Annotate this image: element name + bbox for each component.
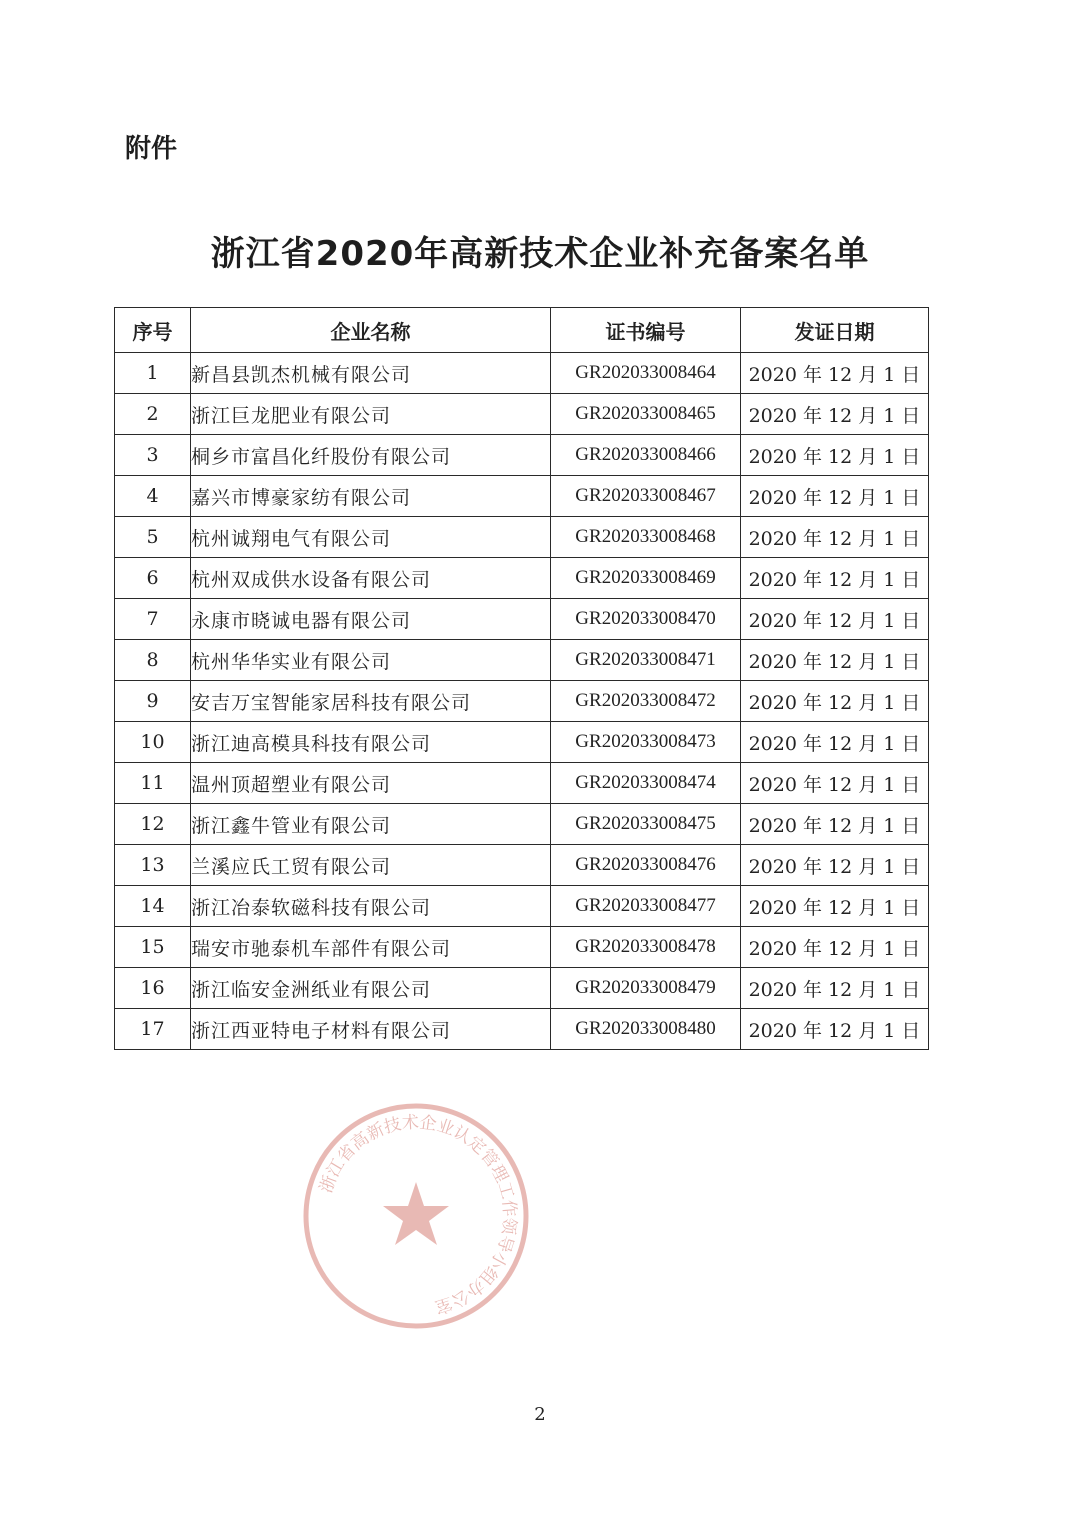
table-row bbox=[115, 681, 929, 722]
row-cert-number: GR202033008480 bbox=[551, 1009, 741, 1050]
row-issue-date: 2020 年 12 月 1 日 bbox=[741, 435, 929, 476]
row-seq: 14 bbox=[115, 886, 191, 927]
row-cert-number: GR202033008464 bbox=[551, 353, 741, 394]
row-company-name: 兰溪应氏工贸有限公司 bbox=[191, 845, 551, 886]
table-row bbox=[115, 558, 929, 599]
row-seq: 16 bbox=[115, 968, 191, 1009]
table-row bbox=[115, 927, 929, 968]
table-row bbox=[115, 804, 929, 845]
table-row bbox=[115, 353, 929, 394]
row-issue-date: 2020 年 12 月 1 日 bbox=[741, 476, 929, 517]
table-row bbox=[115, 968, 929, 1009]
table-row bbox=[115, 845, 929, 886]
row-seq: 13 bbox=[115, 845, 191, 886]
row-cert-number: GR202033008477 bbox=[551, 886, 741, 927]
header-company-name: 企业名称 bbox=[191, 308, 551, 353]
row-seq: 10 bbox=[115, 722, 191, 763]
official-seal-icon bbox=[300, 1100, 532, 1332]
table-row bbox=[115, 517, 929, 558]
row-company-name: 杭州华华实业有限公司 bbox=[191, 640, 551, 681]
row-issue-date: 2020 年 12 月 1 日 bbox=[741, 845, 929, 886]
row-issue-date: 2020 年 12 月 1 日 bbox=[741, 763, 929, 804]
header-cert-number: 证书编号 bbox=[551, 308, 741, 353]
row-issue-date: 2020 年 12 月 1 日 bbox=[741, 517, 929, 558]
row-issue-date: 2020 年 12 月 1 日 bbox=[741, 886, 929, 927]
row-issue-date: 2020 年 12 月 1 日 bbox=[741, 722, 929, 763]
row-issue-date: 2020 年 12 月 1 日 bbox=[741, 927, 929, 968]
row-seq: 5 bbox=[115, 517, 191, 558]
table-row bbox=[115, 640, 929, 681]
row-issue-date: 2020 年 12 月 1 日 bbox=[741, 804, 929, 845]
row-company-name: 浙江巨龙肥业有限公司 bbox=[191, 394, 551, 435]
row-seq: 9 bbox=[115, 681, 191, 722]
row-issue-date: 2020 年 12 月 1 日 bbox=[741, 394, 929, 435]
row-company-name: 永康市晓诚电器有限公司 bbox=[191, 599, 551, 640]
row-seq: 4 bbox=[115, 476, 191, 517]
table-header-row bbox=[115, 308, 929, 353]
row-issue-date: 2020 年 12 月 1 日 bbox=[741, 599, 929, 640]
row-company-name: 安吉万宝智能家居科技有限公司 bbox=[191, 681, 551, 722]
attachment-label: 附件 bbox=[125, 134, 178, 164]
row-seq: 12 bbox=[115, 804, 191, 845]
row-cert-number: GR202033008478 bbox=[551, 927, 741, 968]
table-row bbox=[115, 394, 929, 435]
row-seq: 1 bbox=[115, 353, 191, 394]
row-cert-number: GR202033008468 bbox=[551, 517, 741, 558]
table-row bbox=[115, 722, 929, 763]
table-body bbox=[115, 353, 929, 1050]
table-row bbox=[115, 435, 929, 476]
row-cert-number: GR202033008474 bbox=[551, 763, 741, 804]
row-seq: 2 bbox=[115, 394, 191, 435]
header-seq: 序号 bbox=[115, 308, 191, 353]
page-number: 2 bbox=[534, 1404, 546, 1425]
row-company-name: 嘉兴市博豪家纺有限公司 bbox=[191, 476, 551, 517]
row-cert-number: GR202033008472 bbox=[551, 681, 741, 722]
row-issue-date: 2020 年 12 月 1 日 bbox=[741, 558, 929, 599]
row-cert-number: GR202033008469 bbox=[551, 558, 741, 599]
row-company-name: 新昌县凯杰机械有限公司 bbox=[191, 353, 551, 394]
row-seq: 7 bbox=[115, 599, 191, 640]
row-company-name: 杭州诚翔电气有限公司 bbox=[191, 517, 551, 558]
row-issue-date: 2020 年 12 月 1 日 bbox=[741, 681, 929, 722]
row-cert-number: GR202033008465 bbox=[551, 394, 741, 435]
row-company-name: 温州顶超塑业有限公司 bbox=[191, 763, 551, 804]
row-issue-date: 2020 年 12 月 1 日 bbox=[741, 640, 929, 681]
row-seq: 3 bbox=[115, 435, 191, 476]
row-issue-date: 2020 年 12 月 1 日 bbox=[741, 968, 929, 1009]
row-company-name: 瑞安市驰泰机车部件有限公司 bbox=[191, 927, 551, 968]
table-row bbox=[115, 886, 929, 927]
row-company-name: 杭州双成供水设备有限公司 bbox=[191, 558, 551, 599]
row-seq: 11 bbox=[115, 763, 191, 804]
table-row bbox=[115, 599, 929, 640]
row-seq: 6 bbox=[115, 558, 191, 599]
row-cert-number: GR202033008471 bbox=[551, 640, 741, 681]
enterprise-roster-table bbox=[114, 307, 929, 1050]
row-company-name: 桐乡市富昌化纤股份有限公司 bbox=[191, 435, 551, 476]
row-cert-number: GR202033008470 bbox=[551, 599, 741, 640]
row-issue-date: 2020 年 12 月 1 日 bbox=[741, 353, 929, 394]
row-cert-number: GR202033008476 bbox=[551, 845, 741, 886]
row-cert-number: GR202033008479 bbox=[551, 968, 741, 1009]
row-cert-number: GR202033008475 bbox=[551, 804, 741, 845]
row-seq: 8 bbox=[115, 640, 191, 681]
row-company-name: 浙江西亚特电子材料有限公司 bbox=[191, 1009, 551, 1050]
table-row bbox=[115, 763, 929, 804]
row-seq: 15 bbox=[115, 927, 191, 968]
row-company-name: 浙江鑫牛管业有限公司 bbox=[191, 804, 551, 845]
row-issue-date: 2020 年 12 月 1 日 bbox=[741, 1009, 929, 1050]
row-cert-number: GR202033008473 bbox=[551, 722, 741, 763]
table-row bbox=[115, 1009, 929, 1050]
row-company-name: 浙江迪高模具科技有限公司 bbox=[191, 722, 551, 763]
seal-text: 浙江省高新技术企业认定管理工作领导小组办公室 bbox=[316, 1112, 520, 1317]
table-row bbox=[115, 476, 929, 517]
row-company-name: 浙江临安金洲纸业有限公司 bbox=[191, 968, 551, 1009]
row-seq: 17 bbox=[115, 1009, 191, 1050]
page-title: 浙江省2020年高新技术企业补充备案名单 bbox=[210, 234, 870, 274]
row-cert-number: GR202033008466 bbox=[551, 435, 741, 476]
row-company-name: 浙江冶泰软磁科技有限公司 bbox=[191, 886, 551, 927]
header-issue-date: 发证日期 bbox=[741, 308, 929, 353]
row-cert-number: GR202033008467 bbox=[551, 476, 741, 517]
